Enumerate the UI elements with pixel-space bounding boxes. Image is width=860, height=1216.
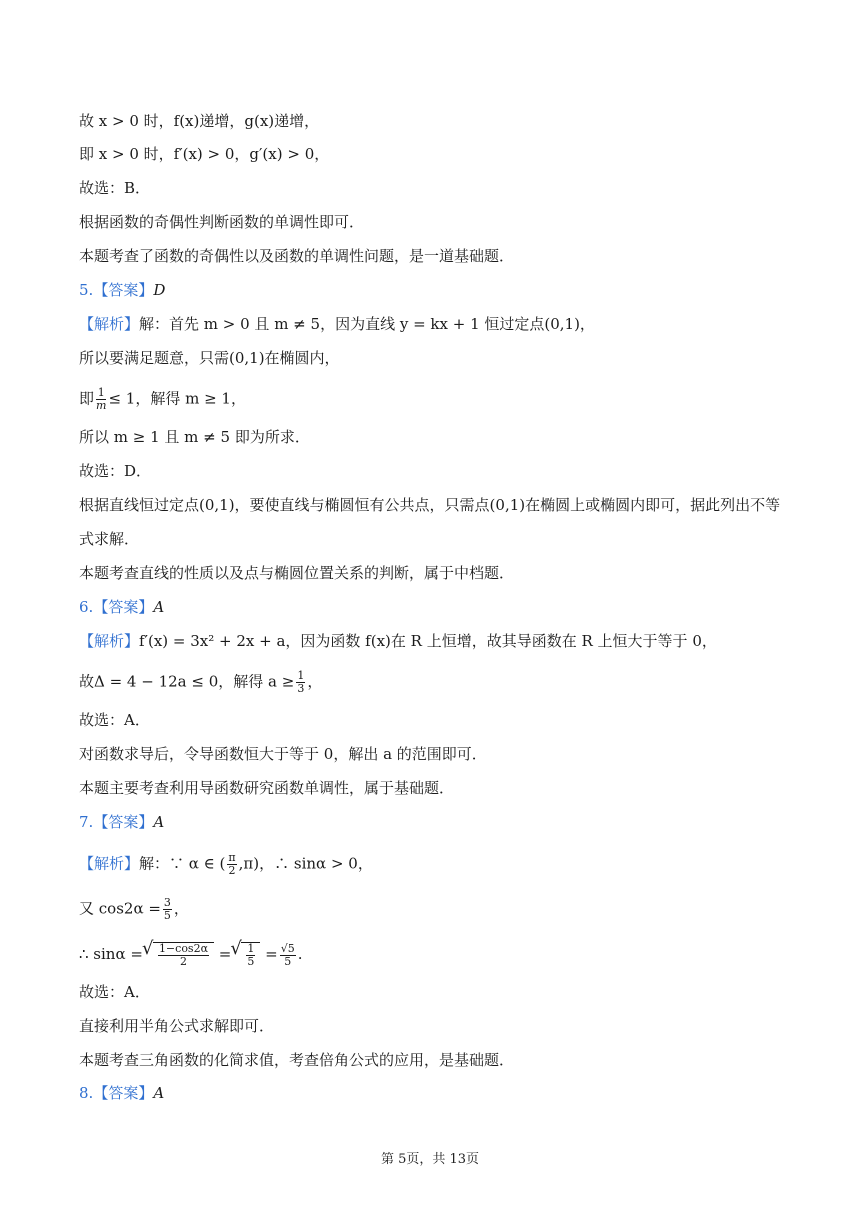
answer-value: A — [153, 1084, 165, 1102]
denominator: 5 — [247, 955, 255, 968]
formula-line — [79, 897, 189, 922]
answer-tag: 【答案】 — [93, 281, 154, 299]
question-number: 7. — [79, 813, 94, 831]
fraction — [246, 943, 255, 968]
numerator: 1 — [297, 669, 305, 682]
question-number: 5. — [79, 281, 94, 299]
text-run: 又 cos2α = — [79, 899, 161, 918]
formula-line — [79, 942, 303, 968]
square-root — [241, 942, 260, 968]
text-line: 故 x > 0 时，f(x)递增，g(x)递增， — [79, 112, 320, 130]
numerator: √ 1−cos2α — [158, 942, 209, 955]
answer-tag: 【答案】 — [93, 598, 154, 616]
text-run: 即 — [79, 389, 95, 408]
analysis-line — [79, 314, 595, 334]
square-root — [153, 942, 214, 968]
text-run: . — [297, 945, 303, 963]
text-run: ∴ sinα = — [79, 945, 143, 963]
denominator: 2 — [228, 864, 236, 877]
text-line: 根据函数的奇偶性判断函数的单调性即可． — [79, 213, 365, 231]
text-line: 故选：B． — [79, 179, 151, 197]
text-line: 所以 m ≥ 1 且 m ≠ 5 即为所求． — [79, 428, 310, 446]
numerator: √5 — [280, 941, 295, 955]
text-line: 本题考查直线的性质以及点与椭圆位置关系的判断，属于中档题． — [79, 564, 515, 582]
analysis-tag: 【解析】 — [79, 315, 140, 333]
text-line: 对函数求导后，令导函数恒大于等于 0，解出 a 的范围即可． — [79, 745, 487, 763]
denominator: 2 — [179, 955, 187, 968]
answer-value: A — [153, 598, 165, 616]
analysis-line — [79, 631, 717, 651]
numerator: 1 — [97, 386, 105, 399]
text-run: 故Δ = 4 − 12a ≤ 0，解得 a ≥ — [79, 672, 295, 691]
denominator: m — [96, 399, 107, 412]
formula-line — [79, 670, 322, 695]
text-run: f′(x) = 3x² + 2x + a，因为函数 f(x)在 R 上恒增，故其导函数在 R 上恒大于等于 0， — [139, 632, 717, 650]
answer-tag: 【答案】 — [93, 1084, 154, 1102]
formula-line — [79, 387, 246, 412]
analysis-line — [79, 852, 373, 877]
fraction — [158, 943, 209, 968]
numerator: 3 — [163, 896, 171, 909]
text-line: 根据直线恒过定点(0,1)，要使直线与椭圆恒有公共点，只需点(0,1)在椭圆上或椭圆内即可，据此列出不等 — [79, 496, 781, 514]
text-line: 直接利用半角公式求解即可． — [79, 1017, 275, 1035]
answer-value: A — [153, 813, 165, 831]
text-line: 本题主要考查利用导函数研究函数单调性，属于基础题． — [79, 779, 455, 797]
text-line: 故选：A． — [79, 711, 150, 729]
page-footer: 第 5页，共 13页 — [380, 1152, 480, 1167]
answer-line-8 — [79, 1083, 164, 1103]
text-run: 解：∵ α ∈ ( — [139, 854, 226, 873]
analysis-tag: 【解析】 — [79, 632, 140, 650]
text-run: = — [218, 945, 232, 963]
numerator: π — [228, 851, 236, 864]
analysis-tag: 【解析】 — [79, 854, 140, 873]
answer-tag: 【答案】 — [93, 813, 154, 831]
text-line: 本题考查三角函数的化简求值，考查倍角公式的应用，是基础题． — [79, 1051, 515, 1069]
fraction — [163, 897, 172, 922]
text-run: ,π)，∴ sinα > 0， — [238, 854, 373, 873]
text-run: ≤ 1，解得 m ≥ 1， — [108, 389, 246, 408]
text-line: 故选：A． — [79, 983, 150, 1001]
fraction — [296, 670, 305, 695]
answer-value: D — [153, 281, 166, 299]
text-line: 即 x > 0 时，f′(x) > 0，g′(x) > 0， — [79, 145, 330, 163]
text-run: ， — [173, 899, 189, 918]
text-line: 所以要满足题意，只需(0,1)在椭圆内， — [79, 349, 340, 367]
answer-line-7 — [79, 812, 164, 832]
text-run: 解：首先 m > 0 且 m ≠ 5，因为直线 y = kx + 1 恒过定点(0,1)， — [139, 315, 595, 333]
denominator: 3 — [297, 682, 305, 695]
text-run: ， — [307, 672, 323, 691]
denominator: 5 — [284, 954, 292, 968]
question-number: 6. — [79, 598, 94, 616]
denominator: 5 — [163, 909, 171, 922]
text-line: 故选：D． — [79, 462, 152, 480]
answer-line-5 — [79, 280, 165, 300]
text-line: 式求解． — [79, 530, 140, 548]
fraction — [96, 387, 106, 412]
numerator: √ 1 — [247, 942, 255, 955]
fraction — [280, 943, 296, 968]
fraction — [227, 852, 236, 877]
text-line: 本题考查了函数的奇偶性以及函数的单调性问题，是一道基础题． — [79, 247, 515, 265]
answer-line-6 — [79, 597, 164, 617]
question-number: 8. — [79, 1084, 94, 1102]
text-run: = — [265, 945, 278, 963]
